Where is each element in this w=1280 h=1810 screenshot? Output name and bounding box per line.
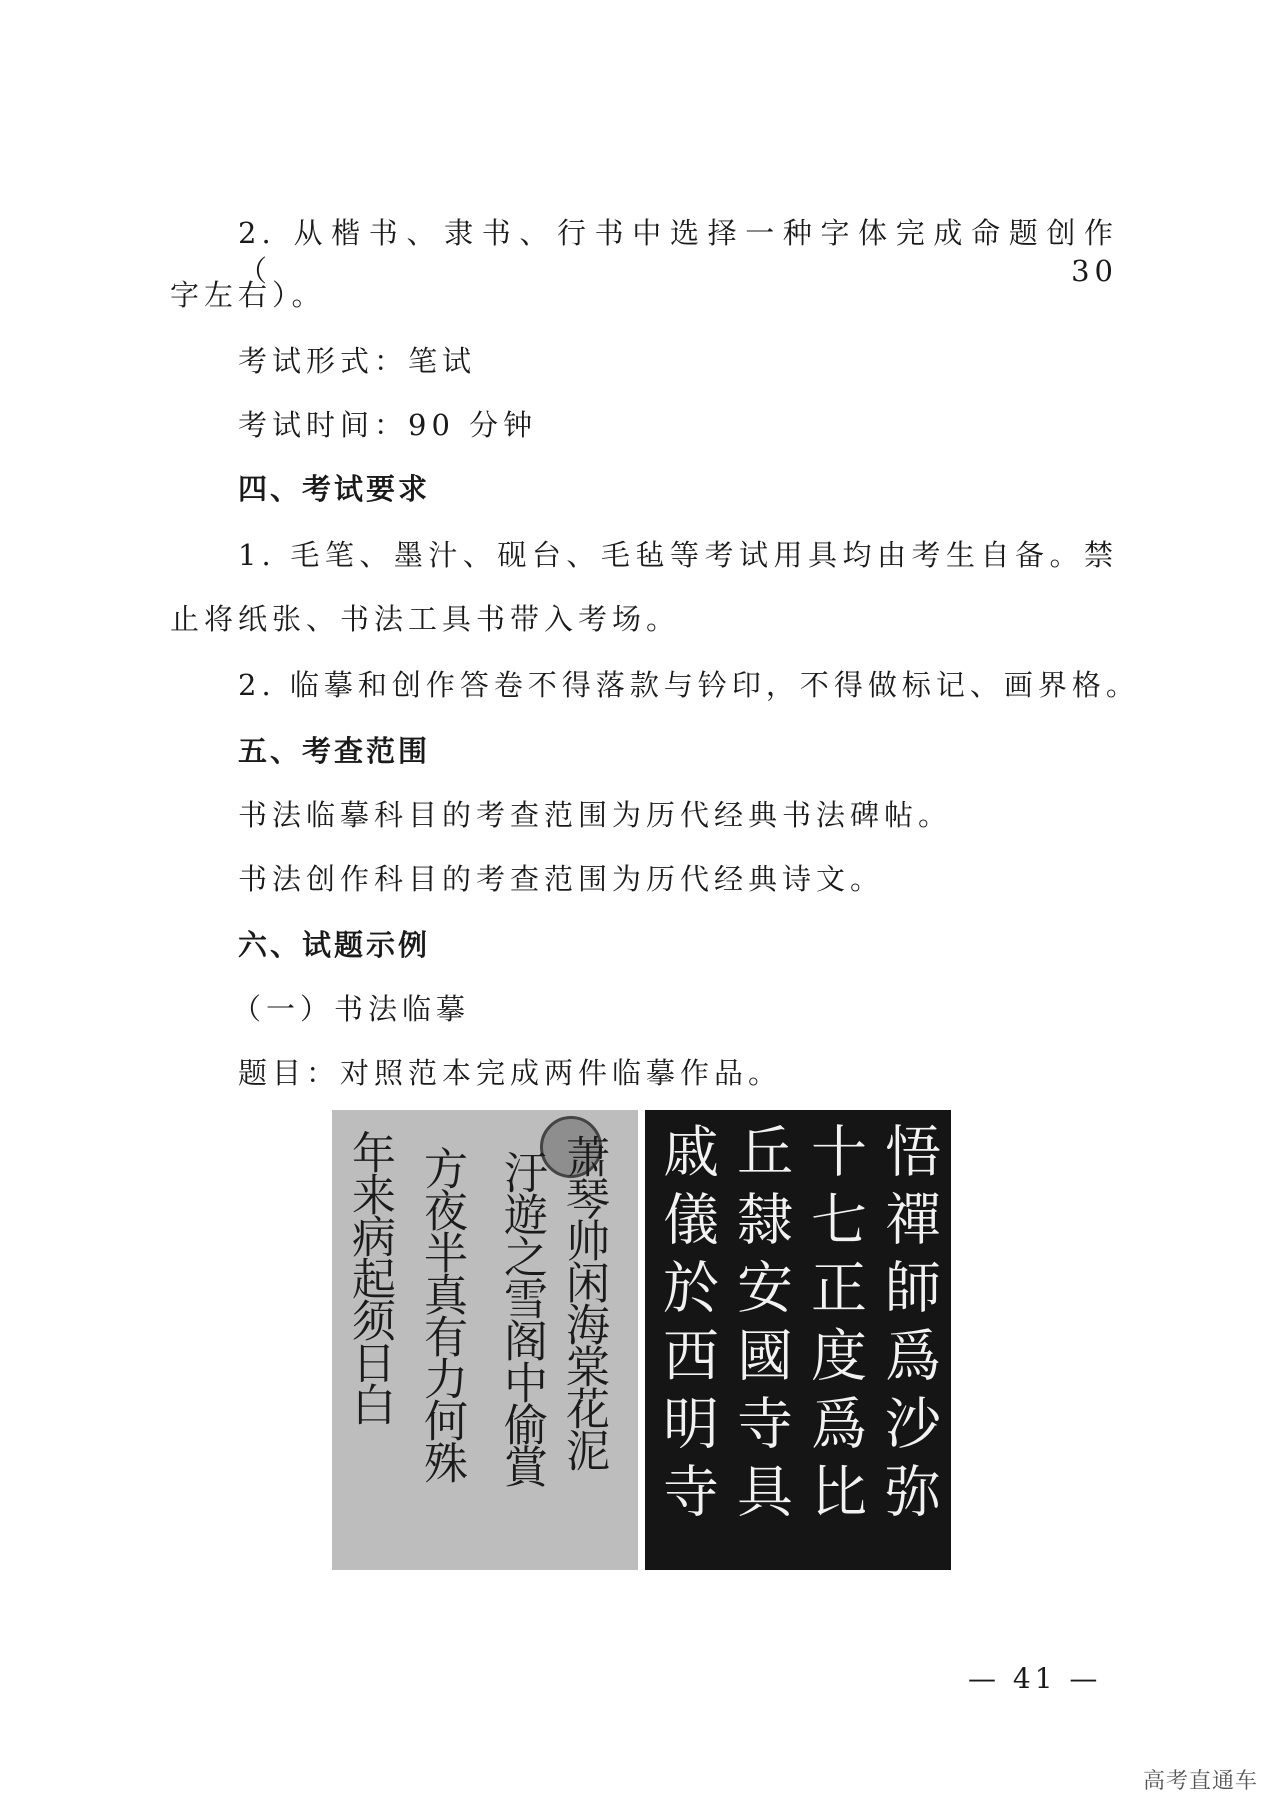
page-number: — 41 — [968, 1662, 1102, 1695]
subsection-1-heading: （一）书法临摹 [232, 992, 471, 1026]
calligraphy-column: 方夜半真有力何殊 [416, 1146, 467, 1482]
calligraphy-column: 汙遊之雪阁中偷賞 [496, 1150, 547, 1486]
paragraph-item-2: 2. 从楷书、隶书、行书中选择一种字体完成命题创作（30 [238, 216, 1118, 288]
calligraphy-column: 年来病起须日白 [344, 1130, 395, 1424]
section-5-heading: 五、考查范围 [238, 734, 431, 768]
scope-2: 书法创作科目的考查范围为历代经典诗文。 [238, 862, 885, 896]
calligraphy-sample-stele [645, 1110, 951, 1570]
requirement-1-cont: 止将纸张、书法工具书带入考场。 [170, 602, 681, 636]
requirement-2: 2. 临摹和创作答卷不得落款与钤印，不得做标记、画界格。 [238, 668, 1140, 702]
paragraph-item-2-cont: 字左右）。 [170, 278, 326, 312]
section-6-heading: 六、试题示例 [238, 928, 431, 962]
scope-1: 书法临摹科目的考查范围为历代经典书法碑帖。 [238, 798, 953, 832]
exam-form: 考试形式：笔试 [238, 344, 477, 378]
stele-column: 悟禪師爲沙弥 [876, 1122, 941, 1530]
question-text: 题目：对照范本完成两件临摹作品。 [238, 1056, 783, 1090]
calligraphy-sample-cursive [332, 1110, 638, 1570]
requirement-1: 1. 毛笔、墨汁、砚台、毛毡等考试用具均由考生自备。禁 [238, 538, 1118, 572]
section-4-heading: 四、考试要求 [238, 472, 431, 506]
exam-time: 考试时间：90 分钟 [238, 408, 538, 442]
stele-column: 戚儀於西明寺 [654, 1122, 719, 1530]
stele-column: 丘隸安國寺具 [728, 1122, 793, 1530]
watermark-text: 高考直通车 [1142, 1769, 1258, 1794]
stele-column: 十七正度爲比 [802, 1122, 867, 1530]
calligraphy-column: 萧琴帅闲海棠花泥 [558, 1134, 609, 1470]
